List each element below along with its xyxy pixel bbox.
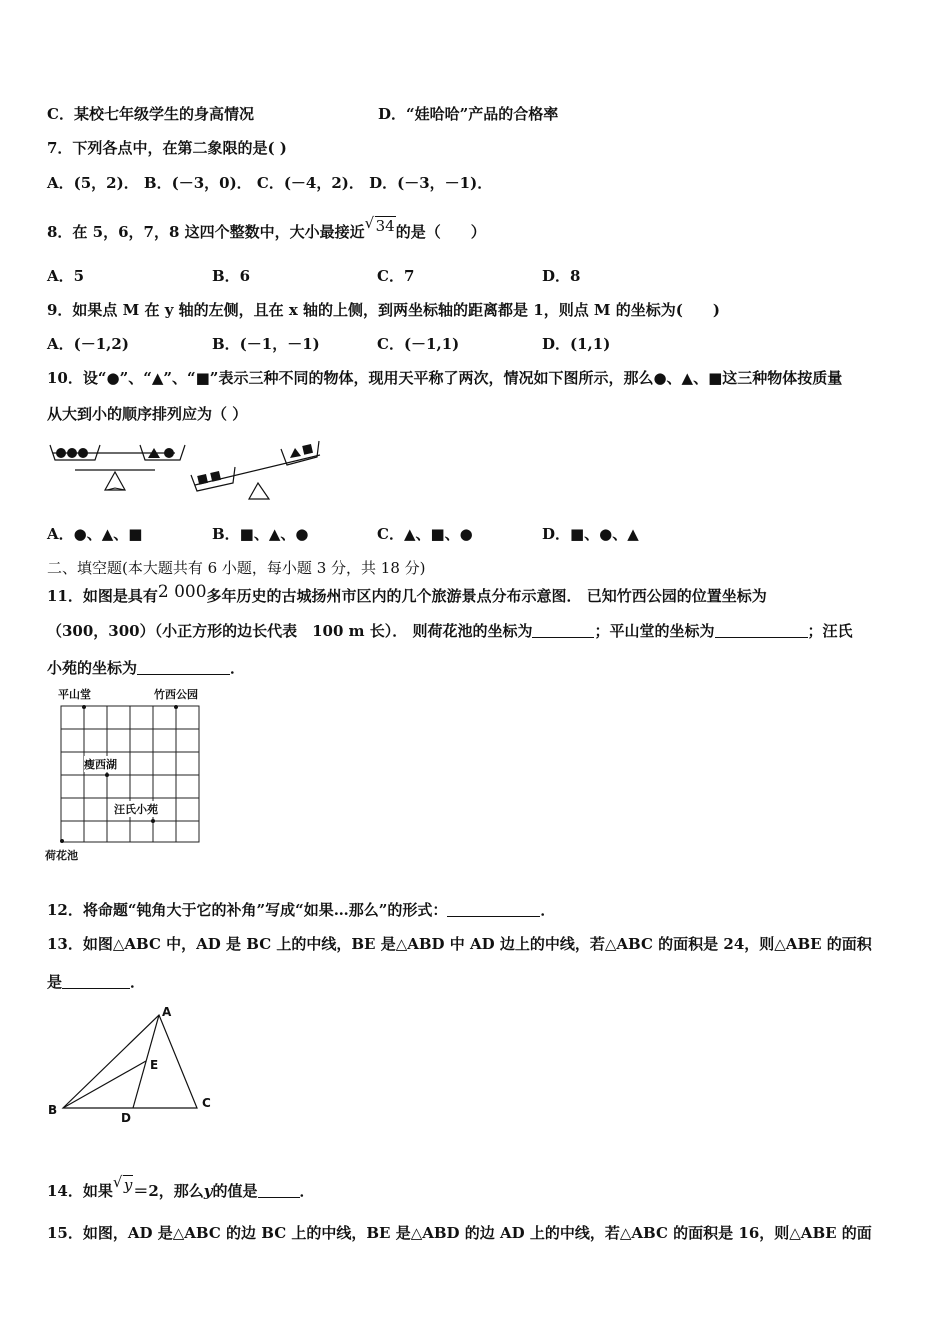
q9-option-a: A．(－1,2) [47,335,129,353]
q13-stem-line1: 13．如图△ABC 中，AD 是 BC 上的中线，BE 是△ABD 中 AD 边上的中线，若△ABC 的面积是 24，则△ABE 的面积 [47,935,872,953]
answer-blank-pingshantang[interactable] [715,623,808,638]
circle-icon [67,448,77,458]
radical-icon: √ [112,1173,123,1191]
q7-stem: 7．下列各点中，在第二象限的是( ) [47,139,287,157]
q8-stem-pre: 8．在 5，6，7，8 这四个整数中，大小最接近 [47,223,365,241]
q13-line2a: 是 [47,973,63,991]
vertex-label-d: D [121,1111,131,1125]
q11-line3b: ． [230,659,246,677]
q6-option-d: D．“娃哈哈”产品的合格率 [378,105,559,123]
q12-post: ． [540,901,556,919]
q9-option-b: B．(－1，－1) [212,335,320,353]
radicand: 34 [375,217,395,235]
q8-option-a: A．5 [47,267,85,285]
pingshantang-point [82,705,86,709]
section-2-heading: 二、填空题(本大题共有 6 小题，每小题 3 分，共 18 分) [47,559,426,577]
q13-stem-line2 [47,971,145,992]
q8-stem-post: 的是（ ） [395,223,486,241]
q14-stem [47,1173,315,1201]
q9-option-c: C．(－1,1) [377,335,460,353]
square-icon [302,444,313,455]
q11-line2a: （300，300）（小正方形的边长代表 100 m 长）． 则荷花池的坐标为 [47,622,533,640]
q8-stem [47,214,486,242]
triangle-abc [63,1015,197,1108]
q10-stem-line2: 从大到小的顺序排列应为（ ） [47,405,248,423]
q7-options: A．(5，2)． B．(－3，0)． C．(－4，2)． D．(－3，－1)． [47,174,493,192]
square-icon [197,474,208,485]
q11-line3a: 小苑的坐标为 [47,659,138,677]
map-label-wangshi: 汪氏小苑 [114,803,158,816]
q10-option-a: A．●、▲、■ [47,525,143,543]
answer-blank-q14[interactable] [258,1183,300,1198]
map-label-shouxihu: 瘦西湖 [84,758,117,771]
answer-blank-q13[interactable] [62,974,130,989]
balance-scales-figure [45,435,335,505]
answer-blank-wangshi[interactable] [137,660,230,675]
balance-scale-1 [50,445,185,490]
answer-blank-q12[interactable] [447,902,540,917]
q14-mid: ＝2，那么 [133,1182,204,1200]
q8-option-c: C．7 [377,267,415,285]
shouxihu-point [105,773,109,777]
q11-pre: 11．如图是具有 [47,587,158,605]
q11-post: 多年历史的古城扬州市区内的几个旅游景点分布示意图． 已知竹西公园的位置坐标为 [206,587,767,605]
wangshi-point [151,819,155,823]
q11-stem-line1 [47,582,767,606]
radical-icon: √ [364,214,375,232]
q13-line2b: ． [130,973,146,991]
circle-icon [164,448,174,458]
square-icon [210,471,221,482]
zhuxi-point [174,705,178,709]
q9-option-d: D．(1,1) [542,335,611,353]
balance-scale-2 [191,441,320,499]
scenic-map-grid [58,703,203,843]
q9-stem: 9．如果点 M 在 y 轴的左侧，且在 x 轴的上侧，到两坐标轴的距离都是 1，则点 M 的坐标为( ) [47,301,720,319]
q10-option-c: C．▲、■、● [377,525,473,543]
q14-end: ． [299,1182,315,1200]
q8-option-b: B．6 [212,267,251,285]
circle-icon [78,448,88,458]
q11-line2b: ；平山堂的坐标为 [594,622,715,640]
map-label-hehuachi: 荷花池 [45,849,78,862]
answer-blank-hehuachi[interactable] [532,623,594,638]
vertex-label-c: C [202,1096,211,1110]
q12-pre: 12．将命题“钝角大于它的补角”写成“如果…那么”的形式： [47,901,448,919]
vertex-label-e: E [150,1058,159,1072]
q11-stem-line2 [47,620,853,641]
q8-option-d: D．8 [542,267,581,285]
circle-icon [56,448,66,458]
q11-stem-line3 [47,657,245,678]
q10-option-d: D．■、●、▲ [542,525,639,543]
q10-stem-line1: 10．设“●”、“▲”、“■”表示三种不同的物体，现用天平称了两次，情况如下图所示，那么●、▲、■这三种物体按质量 [47,369,843,387]
q6-option-c: C．某校七年级学生的身高情况 [47,105,254,123]
map-label-pingshantang: 平山堂 [58,688,91,701]
q10-option-b: B．■、▲、● [212,525,309,543]
vertex-label-b: B [48,1103,58,1117]
q11-number: 2 000 [157,582,207,602]
sqrt-34 [364,214,396,235]
q11-line2c: ；汪氏 [807,622,853,640]
triangle-icon [290,448,301,458]
q12-stem [47,899,555,920]
triangle-figure [55,1005,225,1115]
hehuachi-point [60,839,64,843]
vertex-label-a: A [162,1005,172,1019]
sqrt-y [112,1173,133,1194]
radicand: y [123,1176,133,1194]
q15-stem-line1: 15．如图，AD 是△ABC 的边 BC 上的中线，BE 是△ABD 的边 AD 上的中线，若△ABC 的面积是 16，则△ABE 的面 [47,1224,872,1242]
q14-pre: 14．如果 [47,1182,113,1200]
q14-post: 的值是 [212,1182,258,1200]
q14-variable: y [203,1182,213,1200]
map-label-zhuxi: 竹西公园 [154,688,198,701]
